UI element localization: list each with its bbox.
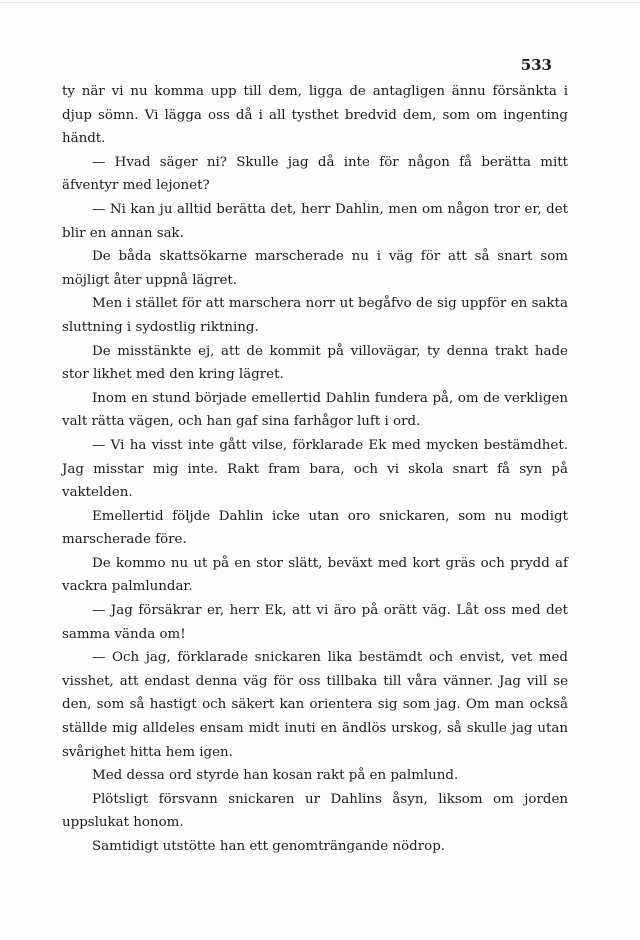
paragraph: — Vi ha visst inte gått vilse, förklarade Ek med mycken bestämdhet. Jag misstar mig inte. Rakt fram bara, och vi skola snart få syn på vaktelden.	[62, 437, 568, 501]
paragraph: — Jag försäkrar er, herr Ek, att vi äro på orätt väg. Låt oss med det samma vända om!	[62, 603, 568, 642]
paragraph: — Och jag, förklarade snickaren lika bestämdt och envist, vet med visshet, att endast denna väg för oss tillbaka till våra vänner. Jag vill se den, som så hastigt och säkert kan orientera sig som jag. Om man också ställde mig alldeles ensam midt inuti en ändlös urskog, så skulle jag utan svårighet hitta hem igen.	[62, 650, 568, 760]
paragraph: Samtidigt utstötte han ett genomträngande nödrop.	[92, 839, 446, 854]
paragraph: ty när vi nu komma upp till dem, ligga de antagligen ännu försänkta i djup sömn. Vi lägga oss då i all tysthet bredvid dem, som om ingenting händt.	[62, 84, 568, 147]
paragraph: Plötsligt försvann snickaren ur Dahlins åsyn, liksom om jorden uppslukat honom.	[62, 791, 568, 831]
paragraph: Emellertid följde Dahlin icke utan oro snickaren, som nu modigt marscherade före.	[62, 508, 568, 548]
paragraph: Inom en stund började emellertid Dahlin fundera på, om de verkligen valt rätta vägen, och han gaf sina farhågor luft i ord.	[62, 390, 568, 430]
paragraph: Men i stället för att marschera norr ut begåfvo de sig uppför en sakta sluttning i sydostlig riktning.	[62, 296, 568, 335]
paragraph: — Ni kan ju alltid berätta det, herr Dahlin, men om någon tror er, det blir en annan sak.	[62, 201, 568, 241]
paragraph: — Hvad säger ni? Skulle jag då inte för någon få berätta mitt äfventyr med lejonet?	[62, 154, 568, 194]
scan-edge	[0, 2, 640, 3]
body-text	[62, 80, 568, 859]
paragraph: Med dessa ord styrde han kosan rakt på en palmlund.	[92, 768, 459, 784]
paragraph: De kommo nu ut på en stor slätt, beväxt med kort gräs och prydd af vackra palmlundar.	[62, 555, 568, 595]
page-number: 533	[520, 56, 552, 74]
paragraph: De båda skattsökarne marscherade nu i väg för att så snart som möjligt åter uppnå lägret.	[62, 249, 568, 288]
paragraph: De misstänkte ej, att de kommit på villovägar, ty denna trakt hade stor likhet med den kring lägret.	[62, 343, 568, 383]
